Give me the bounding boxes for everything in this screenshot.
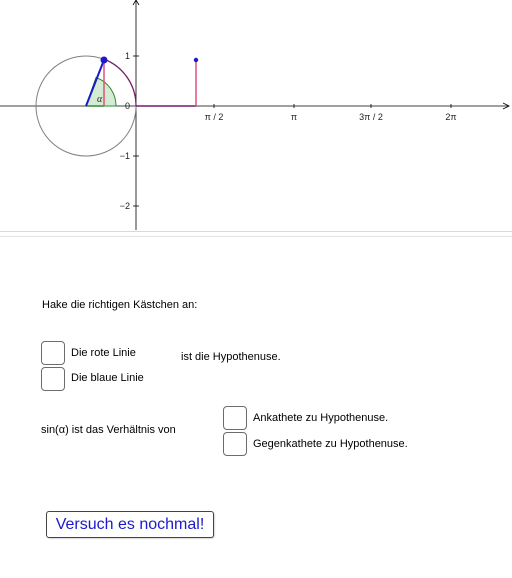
x-tick-label: π [290,112,298,122]
option-blue-line-label: Die blaue Linie [71,372,144,384]
divider [0,231,512,232]
question1-suffix: ist die Hypothenuse. [181,351,281,363]
checkbox-blue-line[interactable] [41,367,65,391]
retry-button[interactable]: Versuch es nochmal! [46,511,214,538]
option-adjacent-label: Ankathete zu Hypothenuse. [253,412,389,424]
y-tick-label: −1 [119,151,130,161]
question2-prefix: sin(α) ist das Verhältnis von [41,424,176,436]
sine-point [194,58,198,62]
option-opposite-label: Gegenkathete zu Hypothenuse. [253,438,408,450]
x-tick-label: 2π [445,112,457,122]
checkbox-adjacent-hypotenuse[interactable] [223,406,247,430]
option-red-line-label: Die rote Linie [71,347,136,359]
draggable-point[interactable] [101,57,108,64]
y-tick-label: 0 [124,101,130,111]
graph-canvas [0,0,512,232]
unit-circle-graph[interactable] [0,0,512,232]
instruction-text: Hake die richtigen Kästchen an: [42,299,198,311]
checkbox-opposite-hypotenuse[interactable] [223,432,247,456]
angle-label: α [97,94,103,105]
checkbox-red-line[interactable] [41,341,65,365]
x-tick-label: π / 2 [204,112,224,122]
y-tick-label: −2 [119,201,130,211]
y-tick-label: 1 [124,51,130,61]
divider [0,236,512,237]
x-tick-label: 3π / 2 [359,112,383,122]
